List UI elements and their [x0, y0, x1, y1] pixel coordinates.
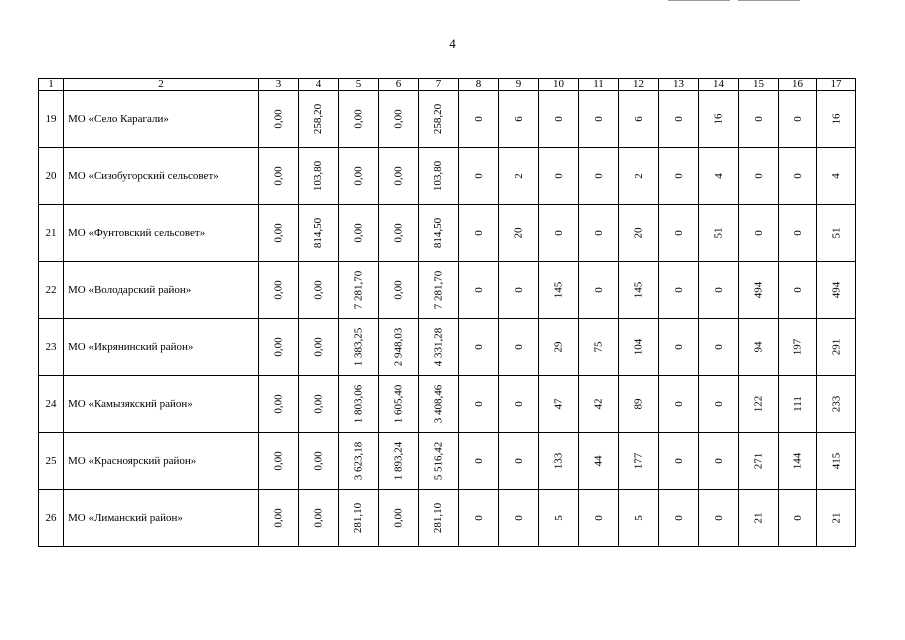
cell-value: 145 [552, 281, 565, 299]
cell-value: 1 605,40 [392, 384, 405, 424]
cell-value: 4 [712, 173, 725, 179]
table-cell [579, 205, 619, 262]
cell-value: 415 [830, 452, 842, 470]
table-cell [379, 433, 419, 490]
cell-value: 111 [791, 396, 804, 412]
table-cell [779, 376, 817, 433]
cell-value: 0,00 [312, 451, 325, 471]
column-header: 16 [779, 79, 817, 91]
cell-value: 5 [552, 515, 565, 521]
municipality-name: МО «Икрянинский район» [64, 319, 259, 376]
cell-value: 177 [632, 452, 645, 470]
cell-value: 16 [830, 113, 842, 125]
table-cell [419, 91, 459, 148]
cell-value: 0 [712, 458, 725, 464]
cell-value: 51 [712, 227, 725, 239]
cell-value: 0,00 [392, 223, 405, 243]
cell-value: 0,00 [272, 394, 285, 414]
cell-value: 0 [791, 515, 804, 521]
cell-value: 5 516,42 [432, 441, 445, 481]
cell-value: 0 [712, 515, 725, 521]
cell-value: 0 [472, 230, 485, 236]
table-cell [539, 376, 579, 433]
table-cell [459, 91, 499, 148]
column-header: 7 [419, 79, 459, 91]
cell-value: 0 [472, 515, 485, 521]
row-number: 22 [39, 262, 64, 319]
table-cell [459, 205, 499, 262]
table-cell [539, 490, 579, 547]
table-cell [499, 319, 539, 376]
table-cell [619, 262, 659, 319]
column-header: 12 [619, 79, 659, 91]
column-header: 5 [339, 79, 379, 91]
table-cell [539, 91, 579, 148]
table-cell [659, 205, 699, 262]
table-cell [539, 148, 579, 205]
table-cell [339, 490, 379, 547]
cell-value: 0 [472, 173, 485, 179]
column-header: 2 [64, 79, 259, 91]
table-row [39, 148, 856, 205]
cell-value: 0 [512, 401, 525, 407]
column-header: 9 [499, 79, 539, 91]
table-cell [459, 376, 499, 433]
page-number: 4 [449, 36, 456, 51]
cell-value: 144 [791, 452, 804, 470]
municipality-name: МО «Село Карагали» [64, 91, 259, 148]
column-header: 10 [539, 79, 579, 91]
cell-value: 0 [472, 116, 485, 122]
cell-value: 0,00 [272, 280, 285, 300]
municipality-name: МО «Камызякский район» [64, 376, 259, 433]
table-cell [699, 205, 739, 262]
table-row [39, 91, 856, 148]
cell-value: 0,00 [272, 451, 285, 471]
cell-value: 0 [592, 230, 605, 236]
cell-value: 47 [552, 398, 565, 410]
table-cell [419, 262, 459, 319]
cell-value: 0 [592, 287, 605, 293]
table-cell [539, 319, 579, 376]
municipality-name: МО «Сизобугорский сельсовет» [64, 148, 259, 205]
table-cell [299, 319, 339, 376]
table-cell [817, 205, 856, 262]
cell-value: 281,10 [432, 502, 445, 534]
cell-value: 0,00 [352, 109, 365, 129]
cell-value: 6 [512, 116, 525, 122]
row-number: 26 [39, 490, 64, 547]
cell-value: 0 [752, 230, 765, 236]
cell-value: 42 [592, 398, 605, 410]
table-cell [739, 376, 779, 433]
table-cell [817, 319, 856, 376]
cell-value: 0 [752, 173, 765, 179]
table-cell [299, 490, 339, 547]
cell-value: 0 [592, 515, 605, 521]
cell-value: 0 [472, 344, 485, 350]
cell-value: 0 [791, 230, 804, 236]
table-cell [419, 433, 459, 490]
table-cell [579, 91, 619, 148]
cell-value: 0 [672, 401, 685, 407]
column-header: 6 [379, 79, 419, 91]
table-cell [379, 205, 419, 262]
table-cell [699, 91, 739, 148]
table-cell [259, 205, 299, 262]
row-number: 21 [39, 205, 64, 262]
cell-value: 44 [592, 455, 605, 467]
cell-value: 16 [712, 113, 725, 125]
cell-value: 0 [512, 515, 525, 521]
cell-value: 75 [592, 341, 605, 353]
cell-value: 0,00 [272, 337, 285, 357]
cell-value: 0 [672, 287, 685, 293]
table-cell [579, 319, 619, 376]
table-cell [699, 376, 739, 433]
table-cell [419, 319, 459, 376]
table-cell [499, 490, 539, 547]
cell-value: 494 [830, 281, 842, 299]
table-cell [299, 433, 339, 490]
table-cell [739, 148, 779, 205]
table-cell [459, 490, 499, 547]
cell-value: 197 [791, 338, 804, 356]
table-cell [379, 262, 419, 319]
cell-value: 0 [472, 401, 485, 407]
row-number: 25 [39, 433, 64, 490]
cell-value: 0,00 [352, 223, 365, 243]
scan-artifact-line [668, 0, 730, 1]
table-cell [339, 262, 379, 319]
table-cell [619, 433, 659, 490]
cell-value: 0 [672, 458, 685, 464]
cell-value: 103,80 [432, 160, 445, 192]
cell-value: 29 [552, 341, 565, 353]
table-cell [379, 376, 419, 433]
column-header: 11 [579, 79, 619, 91]
table-cell [459, 319, 499, 376]
table-cell [739, 490, 779, 547]
table-cell [659, 91, 699, 148]
cell-value: 0,00 [272, 508, 285, 528]
cell-value: 0 [552, 173, 565, 179]
table-cell [739, 319, 779, 376]
cell-value: 0 [512, 344, 525, 350]
data-table [38, 78, 856, 547]
table-cell [379, 490, 419, 547]
cell-value: 2 [632, 173, 645, 179]
table-cell [339, 205, 379, 262]
cell-value: 1 803,06 [352, 384, 365, 424]
table-cell [299, 262, 339, 319]
table-row [39, 262, 856, 319]
table-cell [259, 262, 299, 319]
table-cell [739, 433, 779, 490]
column-header: 13 [659, 79, 699, 91]
cell-value: 0 [472, 287, 485, 293]
cell-value: 145 [632, 281, 645, 299]
column-header: 8 [459, 79, 499, 91]
cell-value: 0 [672, 116, 685, 122]
table-cell [619, 319, 659, 376]
cell-value: 281,10 [352, 502, 365, 534]
table-cell [619, 490, 659, 547]
table-cell [419, 205, 459, 262]
cell-value: 51 [830, 227, 842, 239]
table-cell [817, 433, 856, 490]
cell-value: 20 [512, 227, 525, 239]
scan-artifact-line [738, 0, 800, 1]
municipality-name: МО «Володарский район» [64, 262, 259, 319]
table-cell [699, 148, 739, 205]
cell-value: 133 [552, 452, 565, 470]
table-cell [339, 91, 379, 148]
table-cell [339, 376, 379, 433]
table-cell [779, 319, 817, 376]
table-cell [339, 433, 379, 490]
table-cell [579, 490, 619, 547]
cell-value: 0,00 [312, 280, 325, 300]
cell-value: 258,20 [312, 103, 325, 135]
cell-value: 0 [472, 458, 485, 464]
cell-value: 0 [552, 230, 565, 236]
table-cell [339, 319, 379, 376]
cell-value: 0 [791, 116, 804, 122]
cell-value: 6 [632, 116, 645, 122]
table-cell [419, 376, 459, 433]
table-cell [419, 490, 459, 547]
cell-value: 104 [632, 338, 645, 356]
cell-value: 0 [672, 173, 685, 179]
cell-value: 0 [592, 116, 605, 122]
cell-value: 0,00 [392, 166, 405, 186]
table-cell [539, 433, 579, 490]
table-cell [499, 148, 539, 205]
cell-value: 494 [752, 281, 765, 299]
table-row [39, 433, 856, 490]
table-cell [659, 262, 699, 319]
table-cell [259, 148, 299, 205]
cell-value: 233 [830, 395, 842, 413]
column-header: 14 [699, 79, 739, 91]
cell-value: 4 331,28 [432, 327, 445, 367]
table-cell [659, 490, 699, 547]
cell-value: 0,00 [272, 109, 285, 129]
cell-value: 21 [752, 512, 765, 524]
cell-value: 814,50 [312, 217, 325, 249]
cell-value: 7 281,70 [352, 270, 365, 310]
table-cell [259, 376, 299, 433]
cell-value: 5 [632, 515, 645, 521]
cell-value: 103,80 [312, 160, 325, 192]
table-cell [739, 205, 779, 262]
table-cell [619, 148, 659, 205]
table-cell [259, 433, 299, 490]
table-cell [579, 376, 619, 433]
table-cell [379, 91, 419, 148]
table-cell [817, 376, 856, 433]
table-cell [817, 490, 856, 547]
cell-value: 0 [791, 287, 804, 293]
table-cell [259, 91, 299, 148]
cell-value: 3 408,46 [432, 384, 445, 424]
table-cell [699, 319, 739, 376]
cell-value: 0 [672, 515, 685, 521]
table-cell [619, 205, 659, 262]
table-cell [779, 490, 817, 547]
cell-value: 20 [632, 227, 645, 239]
table-cell [619, 91, 659, 148]
cell-value: 0,00 [352, 166, 365, 186]
table-cell [699, 433, 739, 490]
municipality-name: МО «Красноярский район» [64, 433, 259, 490]
table-cell [539, 205, 579, 262]
cell-value: 0,00 [392, 508, 405, 528]
cell-value: 1 893,24 [392, 441, 405, 481]
table-cell [739, 91, 779, 148]
table-cell [779, 148, 817, 205]
table-body [39, 79, 856, 547]
table-cell [459, 262, 499, 319]
table-cell [779, 205, 817, 262]
table-cell [499, 205, 539, 262]
table-cell [817, 262, 856, 319]
row-number: 20 [39, 148, 64, 205]
cell-value: 0,00 [272, 166, 285, 186]
table-cell [459, 433, 499, 490]
table-cell [499, 376, 539, 433]
table-cell [259, 319, 299, 376]
cell-value: 814,50 [432, 217, 445, 249]
row-number: 19 [39, 91, 64, 148]
municipality-name: МО «Лиманский район» [64, 490, 259, 547]
cell-value: 0 [672, 230, 685, 236]
column-header: 4 [299, 79, 339, 91]
table-cell [699, 262, 739, 319]
table-cell [817, 91, 856, 148]
cell-value: 2 [512, 173, 525, 179]
cell-value: 0,00 [272, 223, 285, 243]
cell-value: 89 [632, 398, 645, 410]
table-cell [299, 148, 339, 205]
table-cell [659, 319, 699, 376]
table-cell [659, 148, 699, 205]
row-number: 23 [39, 319, 64, 376]
table-cell [579, 433, 619, 490]
table-cell [459, 148, 499, 205]
cell-value: 2 948,03 [392, 327, 405, 367]
column-header: 1 [39, 79, 64, 91]
cell-value: 94 [752, 341, 765, 353]
cell-value: 4 [830, 173, 842, 179]
table-cell [739, 262, 779, 319]
column-header: 15 [739, 79, 779, 91]
municipality-name: МО «Фунтовский сельсовет» [64, 205, 259, 262]
cell-value: 1 383,25 [352, 327, 365, 367]
cell-value: 0 [712, 401, 725, 407]
cell-value: 0 [592, 173, 605, 179]
table-row [39, 376, 856, 433]
table-row [39, 205, 856, 262]
column-header: 3 [259, 79, 299, 91]
table-row [39, 319, 856, 376]
table-cell [299, 91, 339, 148]
table-cell [699, 490, 739, 547]
table-cell [779, 433, 817, 490]
table-cell [619, 376, 659, 433]
table-cell [419, 148, 459, 205]
table-row [39, 490, 856, 547]
cell-value: 0 [512, 458, 525, 464]
table-cell [499, 262, 539, 319]
cell-value: 0 [512, 287, 525, 293]
cell-value: 0 [712, 287, 725, 293]
cell-value: 0,00 [392, 109, 405, 129]
header-row [39, 79, 856, 91]
cell-value: 0,00 [312, 337, 325, 357]
row-number: 24 [39, 376, 64, 433]
cell-value: 271 [752, 452, 765, 470]
cell-value: 0 [791, 173, 804, 179]
table-cell [299, 376, 339, 433]
cell-value: 291 [830, 338, 842, 356]
table-cell [659, 376, 699, 433]
cell-value: 122 [752, 395, 765, 413]
table-cell [579, 262, 619, 319]
cell-value: 3 623,18 [352, 441, 365, 481]
cell-value: 21 [830, 512, 842, 524]
table-cell [499, 433, 539, 490]
cell-value: 0,00 [392, 280, 405, 300]
table-cell [259, 490, 299, 547]
cell-value: 0 [712, 344, 725, 350]
table-cell [817, 148, 856, 205]
cell-value: 258,20 [432, 103, 445, 135]
cell-value: 0 [672, 344, 685, 350]
cell-value: 0,00 [312, 394, 325, 414]
table-cell [779, 262, 817, 319]
table-cell [379, 148, 419, 205]
table-cell [539, 262, 579, 319]
cell-value: 0,00 [312, 508, 325, 528]
cell-value: 0 [552, 116, 565, 122]
table-cell [779, 91, 817, 148]
cell-value: 0 [752, 116, 765, 122]
table-cell [659, 433, 699, 490]
table-cell [339, 148, 379, 205]
table-cell [499, 91, 539, 148]
table-cell [379, 319, 419, 376]
cell-value: 7 281,70 [432, 270, 445, 310]
table-cell [299, 205, 339, 262]
column-header: 17 [817, 79, 856, 91]
table-cell [579, 148, 619, 205]
